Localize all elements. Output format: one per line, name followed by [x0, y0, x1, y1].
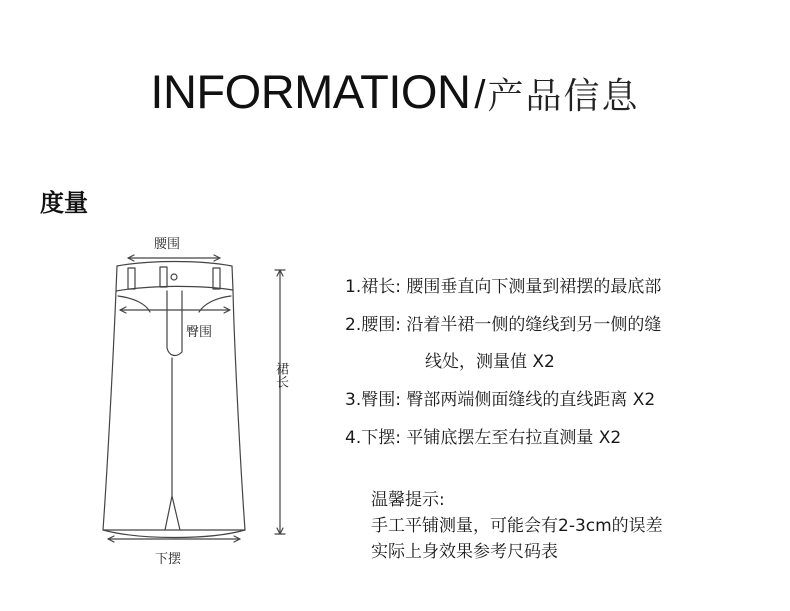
- skirt-outline: [103, 290, 245, 530]
- notes-line: 手工平铺测量，可能会有2-3cm的误差: [371, 516, 663, 536]
- belt-loop-right: [213, 268, 220, 289]
- waist-label: 腰围: [154, 237, 181, 252]
- notes-heading: 温馨提示:: [371, 490, 445, 510]
- belt-loop-left: [128, 268, 135, 289]
- front-slit: [165, 496, 180, 530]
- section-heading: 度量: [40, 189, 88, 217]
- waistband: [116, 262, 233, 292]
- title-separator: /: [474, 73, 486, 117]
- title-english: INFORMATION: [150, 65, 471, 118]
- notes-line: 实际上身效果参考尺码表: [371, 542, 558, 562]
- spec-item-continuation: 线处，测量值 X2: [425, 352, 555, 372]
- skirt-diagram: [0, 225, 300, 555]
- length-label: 裙长: [273, 362, 288, 388]
- notes-block: [371, 487, 663, 565]
- hip-label: 臀围: [186, 325, 213, 340]
- hem-line: [103, 530, 245, 538]
- spec-item: 3.臀围: 臀部两端侧面缝线的直线距离 X2: [345, 390, 656, 410]
- title-chinese: 产品信息: [487, 76, 640, 117]
- spec-item: 1.裙长: 腰围垂直向下测量到裙摆的最底部: [345, 277, 662, 297]
- spec-item: 4.下摆: 平铺底摆左至右拉直测量 X2: [345, 428, 622, 448]
- spec-item: 2.腰围: 沿着半裙一侧的缝线到另一侧的缝: [345, 315, 662, 335]
- hem-label: 下摆: [155, 552, 182, 567]
- belt-loop-center: [160, 267, 167, 287]
- button-icon: [171, 274, 177, 280]
- fly-placket: [167, 291, 182, 355]
- page-title: [0, 64, 790, 119]
